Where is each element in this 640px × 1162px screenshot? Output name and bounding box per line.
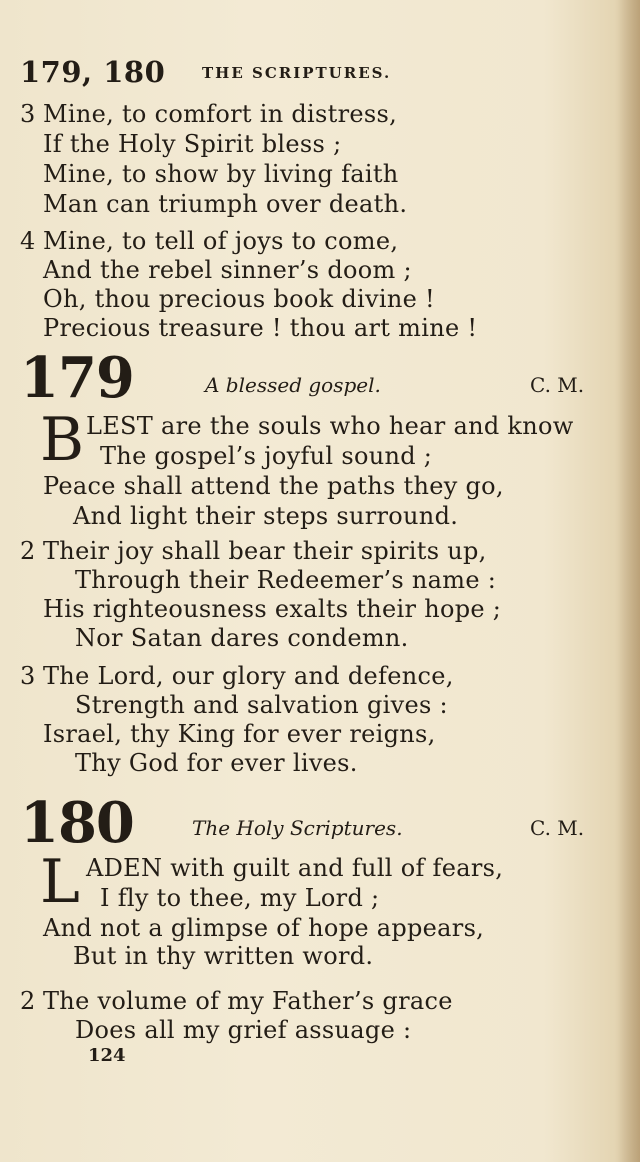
- header-hymn-numbers: 179, 180: [20, 55, 166, 89]
- verse-line: His righteousness exalts their hope ;: [43, 595, 502, 623]
- verse-line: But in thy written word.: [73, 942, 374, 970]
- stanza-number: 4: [20, 227, 36, 255]
- verse-line: Man can triumph over death.: [43, 190, 408, 218]
- verse-line: And not a glimpse of hope appears,: [43, 914, 485, 942]
- verse-line: Through their Redeemer’s name :: [75, 566, 497, 594]
- hymn-number: 179: [20, 345, 134, 411]
- verse-line: Oh, thou precious book divine !: [43, 285, 435, 313]
- stanza-number: 2: [20, 987, 36, 1015]
- hymn-meter: C. M.: [530, 816, 585, 840]
- verse-line: Strength and salvation gives :: [75, 691, 448, 719]
- verse-line: Israel, thy King for ever reigns,: [43, 720, 436, 748]
- page-edge-shadow: [618, 0, 640, 1162]
- verse-line: The Lord, our glory and defence,: [43, 662, 454, 690]
- verse-line: I fly to thee, my Lord ;: [100, 884, 380, 912]
- drop-cap: B: [40, 405, 85, 475]
- verse-line: If the Holy Spirit bless ;: [43, 130, 342, 158]
- hymn-meter: C. M.: [530, 373, 585, 397]
- verse-line: Thy God for ever lives.: [75, 749, 358, 777]
- verse-line: ADEN with guilt and full of fears,: [86, 854, 504, 882]
- page-number: 124: [88, 1045, 126, 1066]
- verse-line: Does all my grief assuage :: [75, 1016, 412, 1044]
- verse-line: Nor Satan dares condemn.: [75, 624, 409, 652]
- header-section-title: THE SCRIPTURES.: [202, 64, 392, 82]
- stanza-number: 3: [20, 100, 36, 128]
- stanza-number: 2: [20, 537, 36, 565]
- hymn-title: A blessed gospel.: [205, 373, 381, 397]
- verse-line: Mine, to comfort in distress,: [43, 100, 398, 128]
- verse-line: Mine, to tell of joys to come,: [43, 227, 399, 255]
- verse-line: And the rebel sinner’s doom ;: [43, 256, 412, 284]
- running-header: [20, 55, 620, 91]
- verse-line: The volume of my Father’s grace: [43, 987, 453, 1015]
- verse-line: Their joy shall bear their spirits up,: [43, 537, 487, 565]
- verse-line: Mine, to show by living faith: [43, 160, 399, 188]
- verse-line: And light their steps surround.: [73, 502, 459, 530]
- verse-line: The gospel’s joyful sound ;: [100, 442, 433, 470]
- verse-line: Precious treasure ! thou art mine !: [43, 314, 478, 342]
- stanza-number: 3: [20, 662, 36, 690]
- hymn-title: The Holy Scriptures.: [192, 816, 403, 840]
- verse-line: Peace shall attend the paths they go,: [43, 472, 504, 500]
- hymn-number: 180: [20, 790, 134, 856]
- drop-cap: L: [40, 847, 80, 917]
- verse-line: LEST are the souls who hear and know: [86, 412, 574, 440]
